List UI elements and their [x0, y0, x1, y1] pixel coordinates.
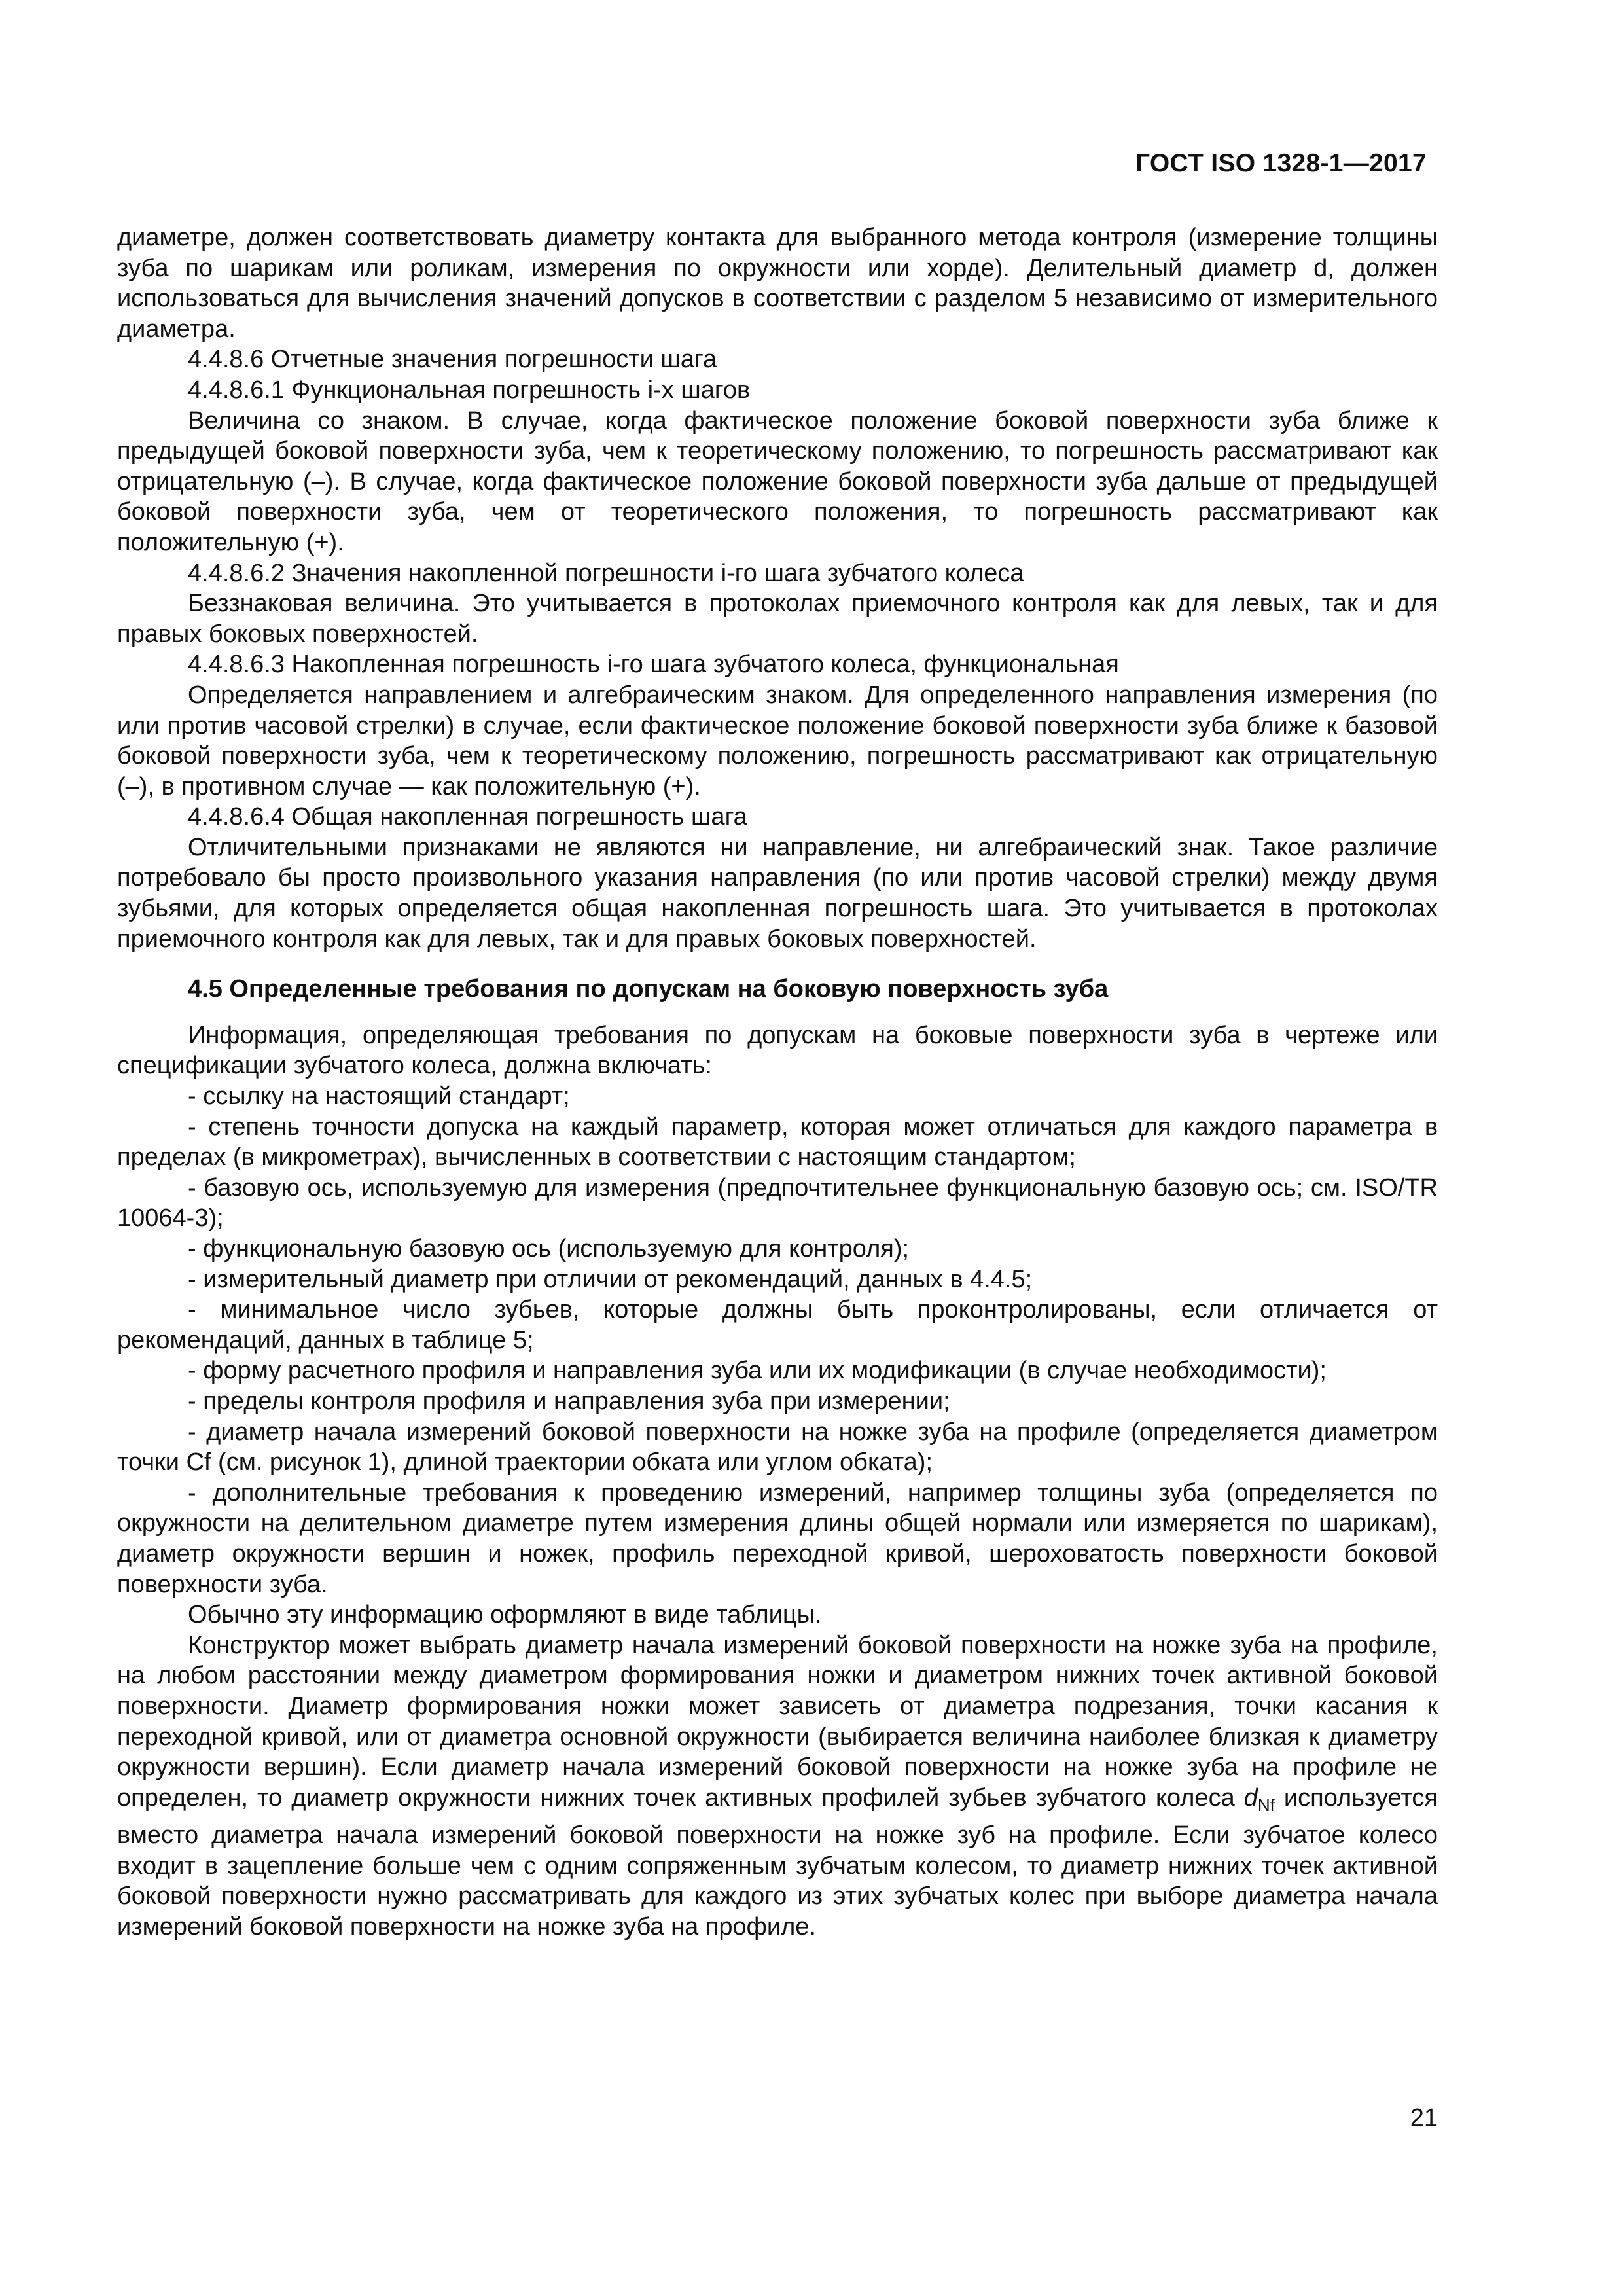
clause-heading: 4.4.8.6.3 Накопленная погрешность i-го шага зубчатого колеса, функциональная [188, 651, 1119, 679]
list-item: - базовую ось, используемую для измерения (предпочтительнее функциональную базовую ось; см. ISO/TR 10064-3); [117, 1174, 1438, 1232]
page-number: 21 [1410, 2104, 1438, 2132]
symbol-subscript: Nf [1257, 1795, 1275, 1815]
clause-heading: 4.4.8.6.2 Значения накопленной погрешности i-го шага зубчатого колеса [188, 559, 1024, 587]
list-item: - дополнительные требования к проведению измерений, например толщины зуба (определяется по окружности на делительном диаметре путем измерения длины общей нормали или измеряется по шарикам), диаметр окружности вершин и ножек, профиль переходной кривой, шероховатость поверхности боковой поверхности зуба. [117, 1479, 1438, 1598]
list-item: - ссылку на настоящий стандарт; [188, 1083, 570, 1111]
paragraph: Определяется направлением и алгебраическим знаком. Для определенного направления измерения (по или против часовой стрелки) в случае, если фактическое положение боковой поверхности зуба ближе к базовой боковой поверхности зуба, чем к теоретическому положению, погрешность рассматривают как отрицательную (–), в противном случае — как положительную (+). [117, 681, 1438, 800]
list-item: - функциональную базовую ось (используемую для контроля); [188, 1235, 910, 1263]
list-item: - минимальное число зубьев, которые должны быть проконтролированы, если отличается от рекомендаций, данных в таблице 5; [117, 1296, 1438, 1354]
paragraph: Информация, определяющая требования по допускам на боковые поверхности зуба в чертеже или спецификации зубчатого колеса, должна включать: [117, 1021, 1438, 1080]
list-item: - степень точности допуска на каждый параметр, которая может отличаться для каждого параметра в пределах (в микрометрах), вычисленных в соответствии с настоящим стандартом; [117, 1113, 1438, 1172]
section-heading: 4.5 Определенные требования по допускам на боковую поверхность зуба [188, 975, 1109, 1003]
paragraph: Беззнаковая величина. Это учитывается в протоколах приемочного контроля как для левых, так и для правых боковых поверхностей. [117, 590, 1438, 648]
paragraph: Отличительными признаками не являются ни направление, ни алгебраический знак. Такое различие потребовало бы просто произвольного указания направления (по или против часовой стрелки) между двумя зубьями, для которых определяется общая накопленная погрешность шага. Это учитывается в протоколах приемочного контроля как для левых, так и для правых боковых поверхностей. [117, 833, 1438, 953]
list-item: - пределы контроля профиля и направления зуба при измерении; [188, 1387, 950, 1415]
text-run: Конструктор может выбрать диаметр начала измерений боковой поверхности на ножке зуба на профиле, на любом расстоянии между диаметром формирования ножки и диаметром нижних точек активной боковой поверхности. Диаметр формирования ножки может зависеть от диаметра подрезания, точки касания к переходной кривой, или от диаметра основной окружности (выбирается величина наиболее близкая к диаметру окружности вершин). Если диаметр начала измерений боковой поверхности на ножке зуба на профиле не определен, то диаметр окружности нижних точек активных профилей зубьев зубчатого колеса [117, 1631, 1438, 1812]
symbol: d [1243, 1784, 1258, 1812]
list-item: - диаметр начала измерений боковой поверхности на ножке зуба на профиле (определяется диаметром точки Cf (см. рисунок 1), длиной траектории обката или углом обката); [117, 1418, 1438, 1477]
list-item: - форму расчетного профиля и направления зуба или их модификации (в случае необходимости); [188, 1357, 1327, 1385]
paragraph-continued: диаметре, должен соответствовать диаметру контакта для выбранного метода контроля (измерение толщины зуба по шарикам или роликам, измерения по окружности или хорде). Делительный диаметр d, должен использоваться для вычисления значений допусков в соответствии с разделом 5 независимо от измерительного диаметра. [117, 224, 1438, 343]
paragraph: Величина со знаком. В случае, когда фактическое положение боковой поверхности зуба ближе к предыдущей боковой поверхности зуба, чем к теоретическому положению, то погрешность рассматривают как отрицательную (–). В случае, когда фактическое положение боковой поверхности зуба дальше от предыдущей боковой поверхности зуба, чем от теоретического положения, то погрешность рассматривают как положительную (+). [117, 406, 1438, 556]
text-run: используется вместо диаметра начала измерений боковой поверхности на ножке зуб на профиле. Если зубчатое колесо входит в зацепление больше чем с одним сопряженным зубчатым колесом, то диаметр нижних точек активной боковой поверхности нужно рассматривать для каждого из этих зубчатых колес при выборе диаметра начала измерений боковой поверхности на ножке зуба на профиле. [117, 1784, 1438, 1941]
clause-heading: 4.4.8.6.4 Общая накопленная погрешность шага [188, 803, 747, 831]
document-header: ГОСТ ISO 1328-1—2017 [1135, 149, 1427, 177]
paragraph-final [117, 1630, 1438, 1943]
paragraph: Обычно эту информацию оформляют в виде таблицы. [188, 1601, 822, 1629]
list-item: - измерительный диаметр при отличии от рекомендаций, данных в 4.4.5; [188, 1265, 1033, 1293]
clause-heading: 4.4.8.6 Отчетные значения погрешности шага [188, 346, 717, 374]
clause-heading: 4.4.8.6.1 Функциональная погрешность i-х шагов [188, 376, 751, 404]
document-body [117, 223, 1438, 1943]
